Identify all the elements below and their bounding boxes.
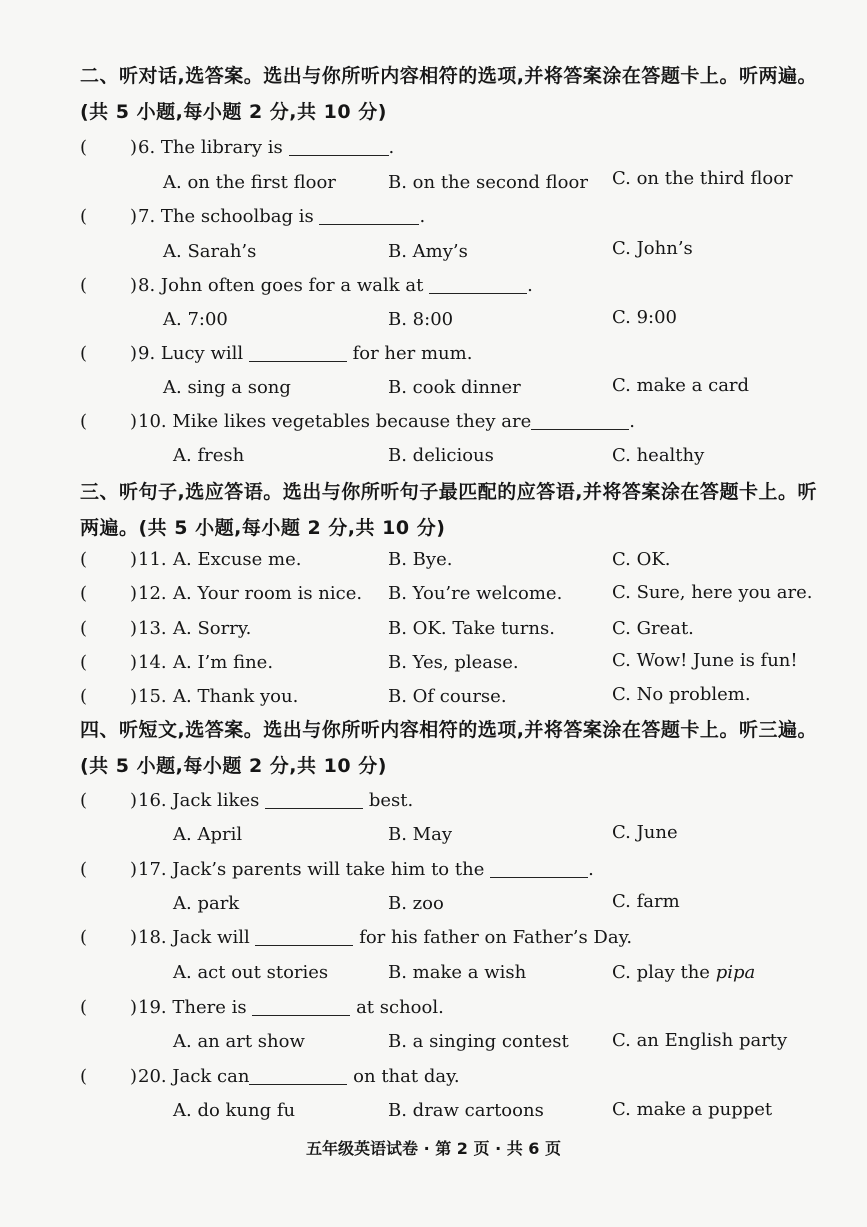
answer-blank — [319, 210, 419, 225]
question-text — [138, 923, 632, 953]
option-c: C. June — [612, 822, 678, 843]
question-8 — [80, 271, 820, 301]
option-c: C. Sure, here you are. — [612, 582, 813, 603]
option-c: C. make a card — [612, 375, 750, 396]
question-text — [138, 271, 533, 301]
answer-paren-close: ) — [130, 859, 138, 880]
answer-paren-open: ( — [80, 343, 88, 364]
answer-paren-close: ) — [130, 137, 138, 158]
question-stem: Jack will — [172, 927, 250, 948]
option-c: C. healthy — [612, 445, 705, 466]
section-3-title: 三、听句子,选应答语。选出与你所听句子最匹配的应答语,并将答案涂在答题卡上。听两遍。(共 5 小题,每小题 2 分,共 10 分) — [80, 481, 817, 539]
answer-blank — [252, 1001, 350, 1016]
question-10 — [80, 407, 820, 437]
question-stem-end: for his father on Father’s Day. — [359, 927, 633, 948]
answer-blank — [249, 347, 347, 362]
question-number: 11. — [138, 549, 167, 570]
option-b: B. cook dinner — [388, 377, 521, 398]
question-stem-end: . — [629, 411, 636, 432]
question-stem: There is — [172, 997, 247, 1018]
question-15 — [80, 682, 820, 712]
question-stem-end: at school. — [356, 997, 444, 1018]
answer-paren-open: ( — [80, 411, 88, 432]
option-c: C. Great. — [612, 618, 694, 639]
options-10 — [80, 441, 820, 471]
question-text — [138, 1062, 460, 1092]
options-19 — [80, 1027, 820, 1057]
answer-paren-open: ( — [80, 859, 88, 880]
options-8 — [80, 305, 820, 335]
question-stem: Jack can — [172, 1066, 250, 1087]
answer-blank — [289, 141, 389, 156]
option-c-italic: pipa — [715, 962, 756, 983]
option-c: C. make a puppet — [612, 1099, 773, 1120]
question-6 — [80, 133, 820, 163]
option-b: B. 8:00 — [388, 309, 454, 330]
option-c-text: C. play the — [612, 962, 710, 983]
option-b: B. OK. Take turns. — [388, 618, 555, 639]
option-a: A. fresh — [173, 445, 245, 466]
options-20 — [80, 1096, 820, 1126]
option-b: B. on the second floor — [388, 172, 588, 193]
answer-blank — [429, 279, 527, 294]
question-16 — [80, 786, 820, 816]
question-stem: The schoolbag is — [160, 206, 314, 227]
answer-paren-close: ) — [130, 790, 138, 811]
option-b: B. zoo — [388, 893, 444, 914]
options-16 — [80, 820, 820, 850]
question-text — [138, 786, 413, 816]
option-b: B. Amy’s — [388, 241, 468, 262]
question-stem-end: . — [588, 859, 594, 880]
option-a: A. sing a song — [163, 377, 291, 398]
question-number: 13. — [138, 618, 167, 639]
question-stem-end: best. — [368, 790, 414, 811]
option-a: A. I’m fine. — [173, 652, 274, 673]
answer-paren-close: ) — [130, 618, 138, 639]
option-a: A. Your room is nice. — [173, 583, 363, 604]
options-7 — [80, 237, 820, 267]
answer-paren-open: ( — [80, 790, 88, 811]
question-number: 8. — [138, 275, 156, 296]
answer-paren-open: ( — [80, 686, 88, 707]
question-number: 6. — [138, 137, 156, 158]
options-9 — [80, 373, 820, 403]
options-18 — [80, 958, 820, 988]
answer-blank — [255, 931, 353, 946]
question-stem: The library is — [160, 137, 283, 158]
option-a: A. April — [173, 824, 243, 845]
option-c: C. farm — [612, 891, 680, 912]
question-11 — [80, 545, 820, 575]
option-a: A. act out stories — [173, 962, 329, 983]
options-17 — [80, 889, 820, 919]
option-a: A. Thank you. — [173, 686, 299, 707]
answer-paren-close: ) — [130, 997, 138, 1018]
options-6 — [80, 168, 820, 198]
question-9 — [80, 339, 820, 369]
question-13 — [80, 614, 820, 644]
option-c: C. No problem. — [612, 684, 751, 705]
question-number: 14. — [138, 652, 167, 673]
page-footer: 五年级英语试卷 · 第 2 页 · 共 6 页 — [306, 1139, 561, 1158]
section-2-title: 二、听对话,选答案。选出与你所听内容相符的选项,并将答案涂在答题卡上。听两遍。(共 5 小题,每小题 2 分,共 10 分) — [80, 65, 817, 123]
option-b: B. draw cartoons — [388, 1100, 544, 1121]
answer-paren-close: ) — [130, 206, 138, 227]
question-stem-end: on that day. — [353, 1066, 460, 1087]
question-text — [138, 993, 444, 1023]
question-stem: Jack’s parents will take him to the — [172, 859, 485, 880]
answer-paren-open: ( — [80, 275, 88, 296]
answer-paren-close: ) — [130, 343, 138, 364]
option-a: A. do kung fu — [173, 1100, 296, 1121]
question-number: 20. — [138, 1066, 167, 1087]
question-text — [138, 339, 472, 369]
answer-paren-close: ) — [130, 652, 138, 673]
question-stem-end: . — [527, 275, 533, 296]
answer-paren-open: ( — [80, 652, 88, 673]
question-17 — [80, 855, 820, 885]
question-12 — [80, 579, 820, 609]
answer-blank — [531, 415, 629, 430]
question-19 — [80, 993, 820, 1023]
question-number: 17. — [138, 859, 167, 880]
question-stem: Jack likes — [172, 790, 260, 811]
answer-blank — [249, 1070, 347, 1085]
answer-paren-open: ( — [80, 583, 88, 604]
answer-paren-close: ) — [130, 275, 138, 296]
question-stem: John often goes for a walk at — [160, 275, 424, 296]
question-stem-end: . — [419, 206, 426, 227]
question-text — [138, 133, 394, 163]
answer-paren-close: ) — [130, 927, 138, 948]
question-18 — [80, 923, 820, 953]
section-4-title: 四、听短文,选答案。选出与你所听内容相符的选项,并将答案涂在答题卡上。听三遍。(共 5 小题,每小题 2 分,共 10 分) — [80, 719, 817, 777]
answer-paren-close: ) — [130, 549, 138, 570]
question-stem-end: . — [388, 137, 395, 158]
option-c: C. Wow! June is fun! — [612, 650, 798, 671]
answer-paren-open: ( — [80, 137, 88, 158]
question-number: 16. — [138, 790, 167, 811]
question-number: 19. — [138, 997, 167, 1018]
option-b: B. You’re welcome. — [388, 583, 563, 604]
option-b: B. Of course. — [388, 686, 507, 707]
option-b: B. Yes, please. — [388, 652, 519, 673]
answer-paren-open: ( — [80, 206, 88, 227]
question-20 — [80, 1062, 820, 1092]
answer-paren-close: ) — [130, 686, 138, 707]
answer-paren-close: ) — [130, 411, 138, 432]
question-number: 9. — [138, 343, 156, 364]
option-b: B. make a wish — [388, 962, 527, 983]
option-b: B. delicious — [388, 445, 494, 466]
question-stem-end: for her mum. — [352, 343, 473, 364]
option-c: C. 9:00 — [612, 307, 677, 328]
option-c — [612, 958, 755, 988]
answer-blank — [265, 794, 363, 809]
question-text — [138, 202, 425, 232]
answer-paren-close: ) — [130, 1066, 138, 1087]
answer-paren-open: ( — [80, 997, 88, 1018]
question-stem: Lucy will — [160, 343, 244, 364]
option-a: A. an art show — [173, 1031, 305, 1052]
question-text — [138, 407, 635, 437]
option-c: C. OK. — [612, 549, 671, 570]
question-number: 10. — [138, 411, 167, 432]
question-number: 7. — [138, 206, 156, 227]
option-a: A. on the first floor — [163, 172, 336, 193]
answer-paren-open: ( — [80, 1066, 88, 1087]
option-c: C. an English party — [612, 1030, 788, 1051]
question-number: 12. — [138, 583, 167, 604]
option-b: B. a singing contest — [388, 1031, 569, 1052]
option-c: C. John’s — [612, 238, 693, 259]
question-14 — [80, 648, 820, 678]
question-7 — [80, 202, 820, 232]
option-a: A. Sarah’s — [163, 241, 257, 262]
question-number: 18. — [138, 927, 167, 948]
option-a: A. Excuse me. — [173, 549, 302, 570]
answer-paren-open: ( — [80, 927, 88, 948]
option-b: B. Bye. — [388, 549, 453, 570]
option-b: B. May — [388, 824, 453, 845]
question-stem: Mike likes vegetables because they are — [172, 411, 532, 432]
answer-blank — [490, 863, 588, 878]
option-a: A. park — [173, 893, 240, 914]
answer-paren-open: ( — [80, 618, 88, 639]
option-c: C. on the third floor — [612, 168, 793, 189]
question-text — [138, 855, 594, 885]
option-a: A. 7:00 — [163, 309, 228, 330]
option-a: A. Sorry. — [173, 618, 252, 639]
question-number: 15. — [138, 686, 167, 707]
answer-paren-close: ) — [130, 583, 138, 604]
answer-paren-open: ( — [80, 549, 88, 570]
